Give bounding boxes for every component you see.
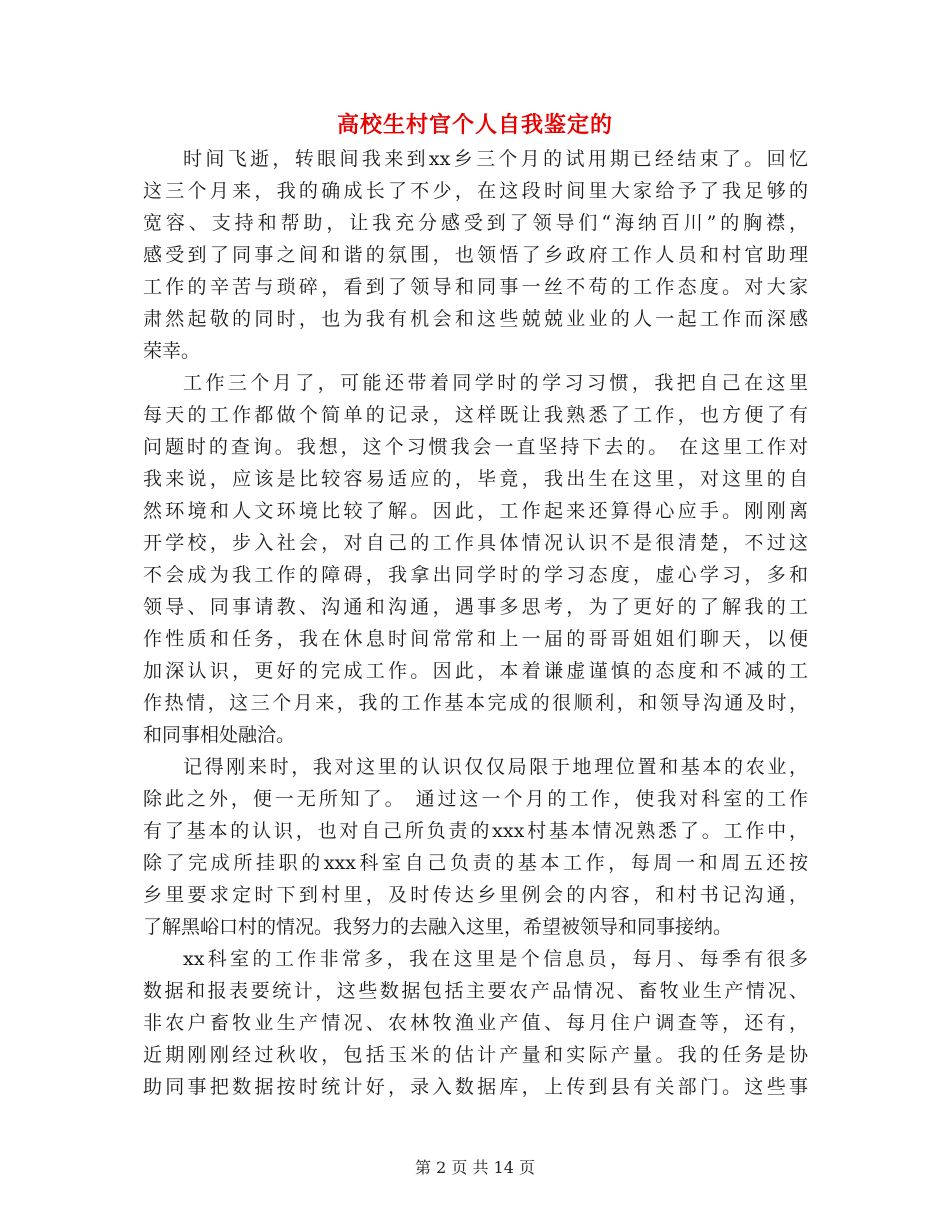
text-line: 问题时的查询。我想，这个习惯我会一直坚持下去的。 在这里工作对	[143, 436, 808, 458]
text-line: xx科室的工作非常多，我在这里是个信息员，每月、每季有很多	[183, 948, 808, 970]
text-line: 我来说，应该是比较容易适应的，毕竟，我出生在这里，对这里的自	[143, 468, 808, 490]
text-line: 不会成为我工作的障碍，我拿出同学时的学习态度，虚心学习，多和	[143, 564, 808, 586]
text-line: 近期刚刚经过秋收，包括玉米的估计产量和实际产量。我的任务是协	[143, 1044, 808, 1066]
text-line: 数据和报表要统计，这些数据包括主要农产品情况、畜牧业生产情况、	[143, 980, 808, 1002]
text-line: 和同事相处融洽。	[143, 724, 296, 746]
text-line: 开学校，步入社会，对自己的工作具体情况认识不是很清楚，不过这	[143, 532, 808, 554]
text-line: 工作三个月了，可能还带着同学时的学习习惯，我把自己在这里	[183, 372, 808, 394]
text-line: 除此之外，便一无所知了。 通过这一个月的工作，使我对科室的工作	[143, 788, 808, 810]
document-title: 高校生村官个人自我鉴定的	[336, 112, 613, 138]
text-line: 然环境和人文环境比较了解。因此，工作起来还算得心应手。刚刚离	[143, 500, 808, 522]
text-line: 乡里要求定时下到村里，及时传达乡里例会的内容，和村书记沟通，	[143, 884, 808, 906]
text-line: 加深认识，更好的完成工作。因此，本着谦虚谨慎的态度和不减的工	[143, 660, 808, 682]
text-line: 除了完成所挂职的xxx科室自己负责的基本工作，每周一和周五还按	[143, 852, 808, 874]
text-line: 肃然起敬的同时，也为我有机会和这些兢兢业业的人一起工作而深感	[143, 308, 808, 330]
text-line: 记得刚来时，我对这里的认识仅仅局限于地理位置和基本的农业，	[183, 756, 808, 778]
text-line: 时间飞逝，转眼间我来到xx乡三个月的试用期已经结束了。回忆	[183, 148, 808, 170]
text-line: 工作的辛苦与琐碎，看到了领导和同事一丝不苟的工作态度。对大家	[143, 276, 808, 298]
text-line: 荣幸。	[143, 340, 201, 362]
text-line: 每天的工作都做个简单的记录，这样既让我熟悉了工作，也方便了有	[143, 404, 808, 426]
text-line: 这三个月来，我的确成长了不少，在这段时间里大家给予了我足够的	[143, 180, 808, 202]
document-body	[143, 143, 808, 1103]
text-line: 助同事把数据按时统计好，录入数据库，上传到县有关部门。这些事	[143, 1076, 808, 1098]
text-line: 了解黑峪口村的情况。我努力的去融入这里，希望被领导和同事接纳。	[143, 916, 733, 938]
text-line: 宽容、支持和帮助，让我充分感受到了领导们“海纳百川”的胸襟，	[143, 212, 808, 234]
text-line: 有了基本的认识，也对自己所负责的xxx村基本情况熟悉了。工作中，	[143, 820, 808, 842]
text-line: 感受到了同事之间和谐的氛围，也领悟了乡政府工作人员和村官助理	[143, 244, 808, 266]
page-footer: 第 2 页 共 14 页	[415, 1158, 535, 1177]
text-line: 作性质和任务，我在休息时间常常和上一届的哥哥姐姐们聊天，以便	[143, 628, 808, 650]
text-line: 非农户畜牧业生产情况、农林牧渔业产值、每月住户调查等，还有，	[143, 1012, 808, 1034]
text-line: 领导、同事请教、沟通和沟通，遇事多思考，为了更好的了解我的工	[143, 596, 808, 618]
text-line: 作热情，这三个月来，我的工作基本完成的很顺利，和领导沟通及时，	[143, 692, 808, 714]
